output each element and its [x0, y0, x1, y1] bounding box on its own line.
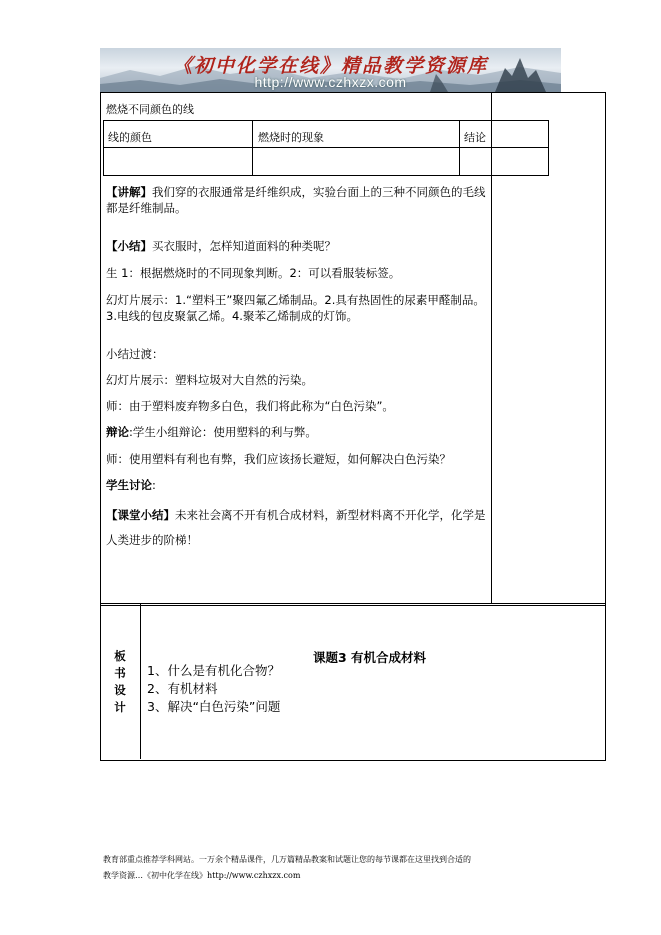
transition-label: 小结过渡： [106, 347, 164, 361]
table-header-cell: 燃烧时的现象 [258, 131, 324, 144]
board-item: 2、有机材料 [147, 681, 218, 696]
table-header-cell: 线的颜色 [108, 131, 152, 144]
banner-title: 《初中化学在线》精品教学资源库 [172, 55, 488, 77]
summary-paragraph: 【小结】买衣服时，怎样知道面料的种类呢？ [106, 239, 336, 253]
header-banner [100, 48, 561, 92]
slide-show-list: 幻灯片展示：1.“塑料王”聚四氟乙烯制品。2.具有热固性的尿素甲醛制品。3.电线的包皮聚氯乙烯。4.聚苯乙烯制成的灯饰。 [106, 293, 485, 323]
teacher-remark: 师：由于塑料废弃物多白色，我们将此称为“白色污染”。 [106, 399, 394, 413]
footer-line: 教育部重点推荐学科网站。一万余个精品课件，几万篇精品教案和试题让您的每节课都在这里找到合适的 [103, 855, 471, 864]
summary-label: 【小结】 [106, 239, 152, 253]
banner-url[interactable]: http://www.czhxzx.com [254, 74, 407, 90]
board-side-divider [140, 603, 141, 759]
explanation-paragraph: 【讲解】我们穿的衣服通常是纤维织成，实验台面上的三种不同颜色的毛线都是纤维制品。 [106, 185, 486, 215]
board-item: 1、什么是有机化合物？ [147, 663, 280, 678]
debate-label: 辩论 [106, 425, 129, 439]
slide-show-pollution: 幻灯片展示：塑料垃圾对大自然的污染。 [106, 373, 313, 387]
teacher-question: 师：使用塑料有利也有弊，我们应该扬长避短，如何解决白色污染？ [106, 452, 451, 466]
table-header-cell: 结论 [464, 131, 486, 144]
board-side-label: 板 书 设 计 [114, 649, 126, 714]
discussion-label: 学生讨论: [106, 478, 156, 492]
lesson-summary-paragraph: 【课堂小结】未来社会离不开有机合成材料，新型材料离不开化学，化学是人类进步的阶梯！ [106, 508, 486, 547]
lesson-summary-label: 【课堂小结】 [106, 508, 175, 522]
table-row-divider [103, 147, 548, 148]
footer-line: 教学资源…《初中化学在线》http://www.czhxzx.com [103, 871, 301, 880]
board-item: 3、解决“白色污染”问题 [147, 699, 281, 714]
debate-paragraph: 辩论:学生小组辩论：使用塑料的利与弊。 [106, 425, 317, 439]
explanation-label: 【讲解】 [106, 185, 152, 199]
board-title: 课题3 有机合成材料 [313, 650, 427, 665]
table-col-divider [459, 120, 460, 175]
student-answer: 生 1：根据燃烧时的不同现象判断。2：可以看服装标签。 [106, 266, 401, 280]
experiment-table [103, 120, 549, 176]
experiment-heading: 燃烧不同颜色的线 [106, 103, 194, 116]
table-col-divider [252, 120, 253, 175]
